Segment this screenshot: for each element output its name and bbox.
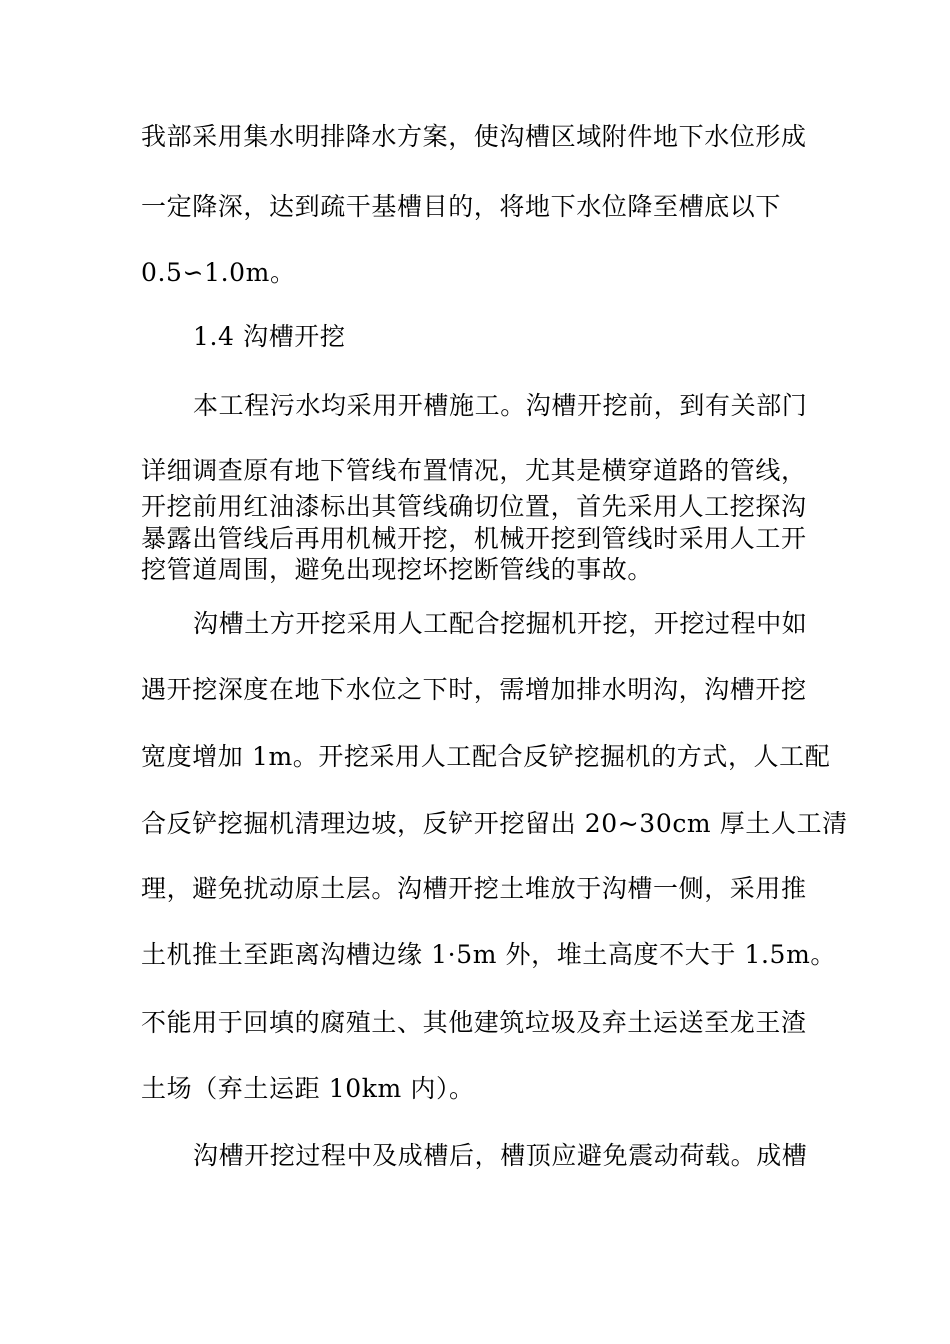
text-line-3: 0.5∽1.0m。 bbox=[141, 258, 296, 287]
text-line-18: 沟槽开挖过程中及成槽后，槽顶应避免震动荷载。成槽 bbox=[193, 1141, 808, 1170]
text-line-7: 开挖前用红油漆标出其管线确切位置，首先采用人工挖探沟 bbox=[141, 492, 807, 521]
text-line-8: 暴露出管线后再用机械开挖，机械开挖到管线时采用人工开 bbox=[141, 524, 807, 553]
section-heading: 1.4 沟槽开挖 bbox=[193, 322, 346, 351]
text-line-2: 一定降深，达到疏干基槽目的，将地下水位降至槽底以下 bbox=[141, 192, 782, 221]
text-line-6: 详细调查原有地下管线布置情况，尤其是横穿道路的管线， bbox=[141, 456, 807, 485]
text-line-14: 理，避免扰动原土层。沟槽开挖土堆放于沟槽一侧，采用推 bbox=[141, 874, 807, 903]
text-line-5: 本工程污水均采用开槽施工。沟槽开挖前，到有关部门 bbox=[193, 391, 808, 420]
text-line-13: 合反铲挖掘机清理边坡，反铲开挖留出 20~30cm 厚土人工清 bbox=[141, 809, 848, 838]
text-line-10: 沟槽土方开挖采用人工配合挖掘机开挖，开挖过程中如 bbox=[193, 609, 808, 638]
text-line-11: 遇开挖深度在地下水位之下时，需增加排水明沟，沟槽开挖 bbox=[141, 675, 807, 704]
text-line-16: 不能用于回填的腐殖土、其他建筑垃圾及弃土运送至龙王渣 bbox=[141, 1008, 807, 1037]
text-line-15: 土机推土至距离沟槽边缘 1·5m 外，堆土高度不大于 1.5m。 bbox=[141, 940, 836, 969]
text-line-17: 土场（弃土运距 10km 内）。 bbox=[141, 1074, 475, 1103]
text-line-9: 挖管道周围，避免出现挖坏挖断管线的事故。 bbox=[141, 555, 654, 584]
text-line-1: 我部采用集水明排降水方案，使沟槽区域附件地下水位形成 bbox=[141, 122, 807, 151]
text-line-12: 宽度增加 1m。开挖采用人工配合反铲挖掘机的方式，人工配 bbox=[141, 742, 831, 771]
